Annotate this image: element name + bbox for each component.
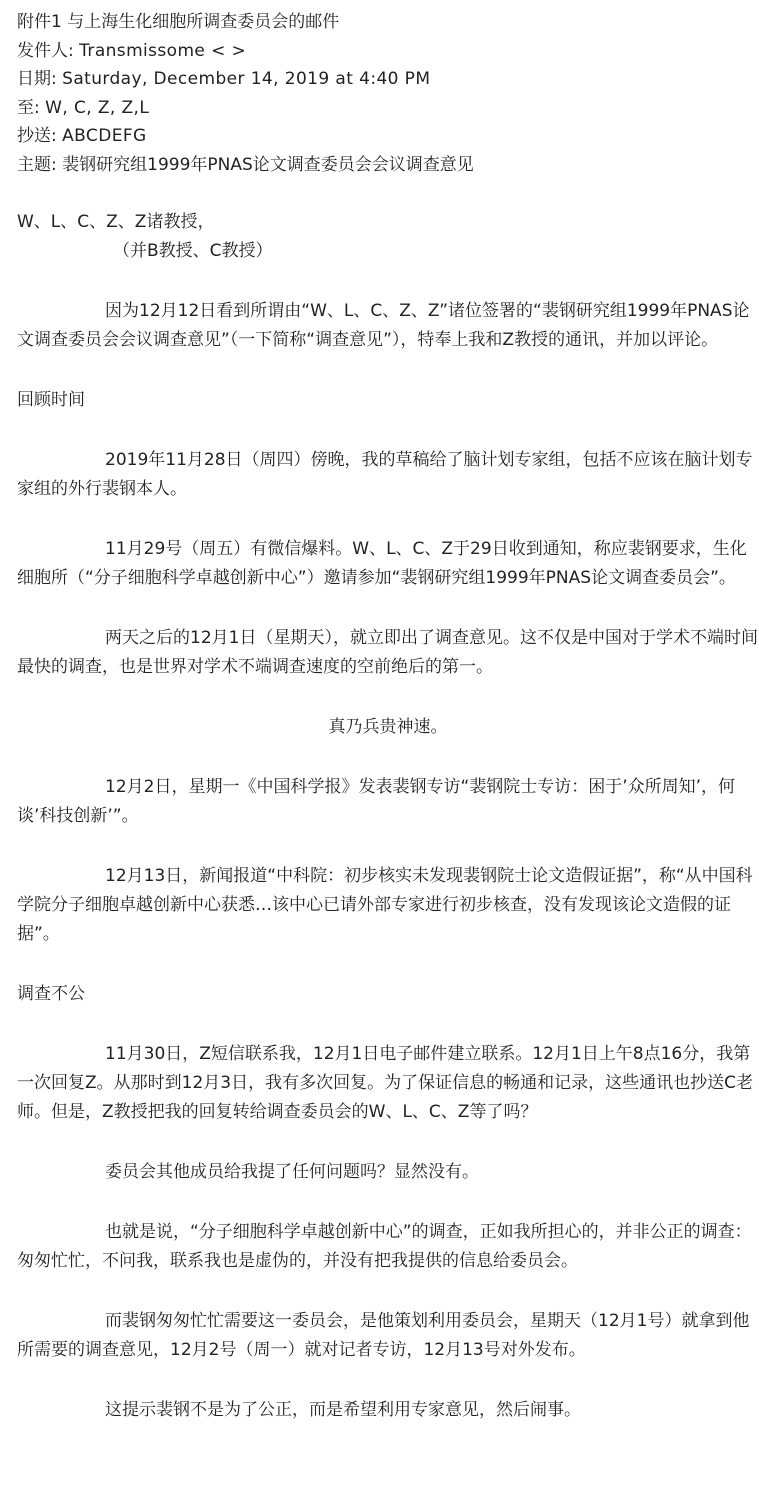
attachment-title: 附件1 与上海生化细胞所调查委员会的邮件	[17, 12, 340, 32]
paragraph: 2019年11月28日（周四）傍晚，我的草稿给了脑计划专家组，包括不应该在脑计划专家组的外行裴钢本人。	[17, 450, 753, 499]
cc-value: ABCDEFG	[62, 126, 147, 146]
paragraph: 而裴钢匆匆忙忙需要这一委员会，是他策划利用委员会，星期天（12月1号）就拿到他所需要的调查意见，12月2号（周一）就对记者专访，12月13号对外发布。	[17, 1311, 750, 1360]
paragraph: 11月29号（周五）有微信爆料。W、L、C、Z于29日收到通知，称应裴钢要求，生化细胞所（“分子细胞科学卓越创新中心”）邀请参加“裴钢研究组1999年PNAS论文调查委员会”。	[17, 539, 747, 588]
subject-label: 主题:	[17, 154, 63, 175]
paragraph: 这提示裴钢不是为了公正，而是希望利用专家意见，然后闹事。	[105, 1400, 581, 1420]
paragraph: 两天之后的12月1日（星期天），就立即出了调查意见。这不仅是中国对于学术不端时间最快的调查，也是世界对学术不端调查速度的空前绝后的第一。	[17, 628, 758, 677]
to-value: W, C, Z, Z,L	[45, 97, 150, 118]
section-heading: 调查不公	[17, 984, 85, 1004]
paragraph: 11月30日，Z短信联系我，12月1日电子邮件建立联系。12月1日上午8点16分，我第一次回复Z。从那时到12月3日，我有多次回复。为了保证信息的畅通和记录，这些通讯也抄送C老师。但是，Z教授把我的回复转给调查委员会的W、L、C、Z等了吗？	[17, 1044, 753, 1122]
paragraph: 也就是说，“分子细胞科学卓越创新中心”的调查，正如我所担心的，并非公正的调查：匆匆忙忙，不问我，联系我也是虚伪的，并没有把我提供的信息给委员会。	[17, 1222, 752, 1271]
from-value: Transmissome < >	[79, 40, 247, 61]
centered-line: 真乃兵贵神速。	[328, 717, 448, 737]
cc-line	[17, 122, 759, 151]
to-label: 至:	[17, 97, 46, 118]
date-label: 日期:	[17, 69, 63, 89]
from-label: 发件人:	[17, 40, 80, 61]
email-header	[17, 8, 759, 179]
from-line	[17, 37, 759, 66]
paragraph: 因为12月12日看到所谓由“W、L、C、Z、Z”诸位签署的“裴钢研究组1999年PNAS论文调查委员会会议调查意见”（一下简称“调查意见”），特奉上我和Z教授的通讯，并加以评论。	[17, 301, 750, 350]
paragraph: 12月2日，星期一《中国科学报》发表裴钢专访“裴钢院士专访：困于’众所周知’，何谈’科技创新’”。	[17, 777, 736, 826]
subject-value: 裴钢研究组1999年PNAS论文调查委员会会议调查意见	[62, 154, 474, 175]
paragraph: 12月13日，新闻报道“中科院：初步核实未发现裴钢院士论文造假证据”，称“从中国科学院分子细胞卓越创新中心获悉…该中心已请外部专家进行初步核查，没有发现该论文造假的证据”。	[17, 866, 753, 944]
date-line	[17, 65, 759, 94]
cc-label: 抄送:	[17, 126, 63, 146]
salutation-cc: （并B教授、C教授）	[113, 241, 273, 261]
section-heading: 回顾时间	[17, 390, 85, 410]
date-value: Saturday, December 14, 2019 at 4:40 PM	[62, 69, 431, 89]
salutation: W、L、C、Z、Z诸教授，	[17, 212, 215, 232]
paragraph: 委员会其他成员给我提了任何问题吗？显然没有。	[105, 1162, 479, 1182]
to-line	[17, 94, 759, 123]
subject-line	[17, 151, 759, 180]
